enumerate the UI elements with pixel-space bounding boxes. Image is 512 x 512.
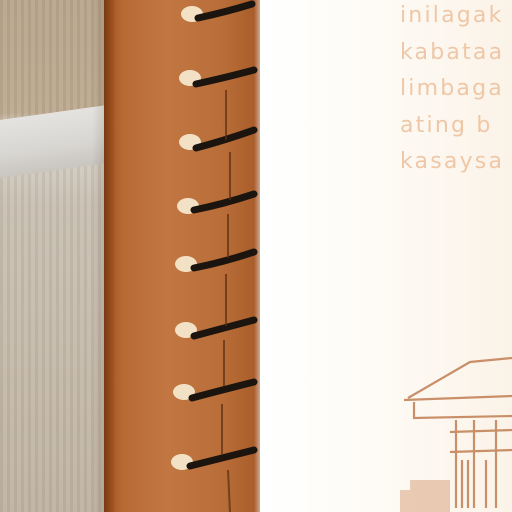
page-text-line: inilagak	[400, 3, 504, 28]
binding-holes	[171, 6, 203, 470]
coil-loop	[194, 320, 254, 336]
page-text-line: limbaga	[400, 76, 504, 101]
coil-connectors	[222, 90, 230, 512]
coil-loop	[198, 4, 252, 18]
coil-loop	[194, 252, 254, 268]
coil-loop	[194, 194, 254, 210]
coil-loop	[196, 70, 254, 84]
page-text-line: kabataa	[400, 39, 505, 65]
building-illustration	[400, 340, 512, 512]
coil-wires	[190, 4, 254, 466]
page-text-block	[400, 0, 512, 181]
page-text-line: ating b	[400, 112, 493, 138]
page-text-line: kasaysa	[400, 149, 505, 174]
